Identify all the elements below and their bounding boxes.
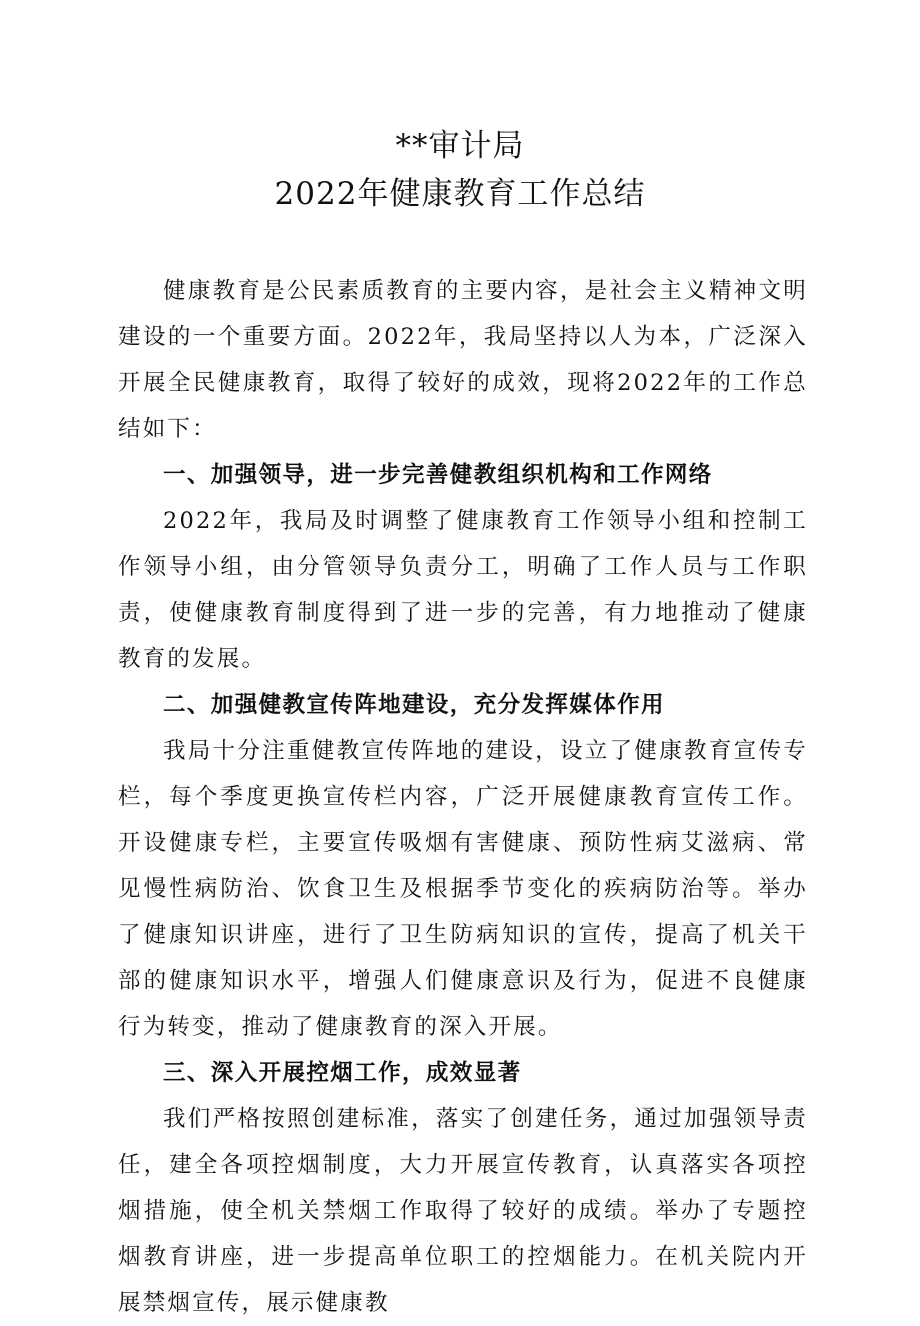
section-paragraph-3: 我们严格按照创建标准，落实了创建任务，通过加强领导责任，建全各项控烟制度，大力开展宣传教育，认真落实各项控烟措施，使全机关禁烟工作取得了较好的成绩。举办了专题控烟教育讲座，进一步提高单位职工的控烟能力。在机关院内开展禁烟宣传，展示健康教 bbox=[118, 1106, 808, 1316]
intro-paragraph: 健康教育是公民素质教育的主要内容，是社会主义精神文明建设的一个重要方面。2022年，我局坚持以人为本，广泛深入开展全民健康教育，取得了较好的成效，现将2022年的工作总结如下： bbox=[118, 278, 808, 442]
section-heading-1: 一、加强领导，进一步完善健教组织机构和工作网络 bbox=[163, 462, 713, 488]
document-title-main: 2022年健康教育工作总结 bbox=[274, 176, 646, 212]
section-paragraph-1: 2022年，我局及时调整了健康教育工作领导小组和控制工作领导小组，由分管领导负责分工，明确了工作人员与工作职责，使健康教育制度得到了进一步的完善，有力地推动了健康教育的发展。 bbox=[118, 508, 808, 672]
document-title-org: **审计局 bbox=[395, 128, 525, 164]
section-paragraph-2: 我局十分注重健教宣传阵地的建设，设立了健康教育宣传专栏，每个季度更换宣传栏内容，广泛开展健康教育宣传工作。开设健康专栏，主要宣传吸烟有害健康、预防性病艾滋病、常见慢性病防治、饮食卫生及根据季节变化的疾病防治等。举办了健康知识讲座，进行了卫生防病知识的宣传，提高了机关干部的健康知识水平，增强人们健康意识及行为，促进不良健康行为转变，推动了健康教育的深入开展。 bbox=[118, 738, 808, 1040]
section-heading-2: 二、加强健教宣传阵地建设，充分发挥媒体作用 bbox=[163, 692, 665, 718]
document-body bbox=[118, 268, 808, 1326]
section-heading-3: 三、深入开展控烟工作，成效显著 bbox=[163, 1060, 522, 1086]
